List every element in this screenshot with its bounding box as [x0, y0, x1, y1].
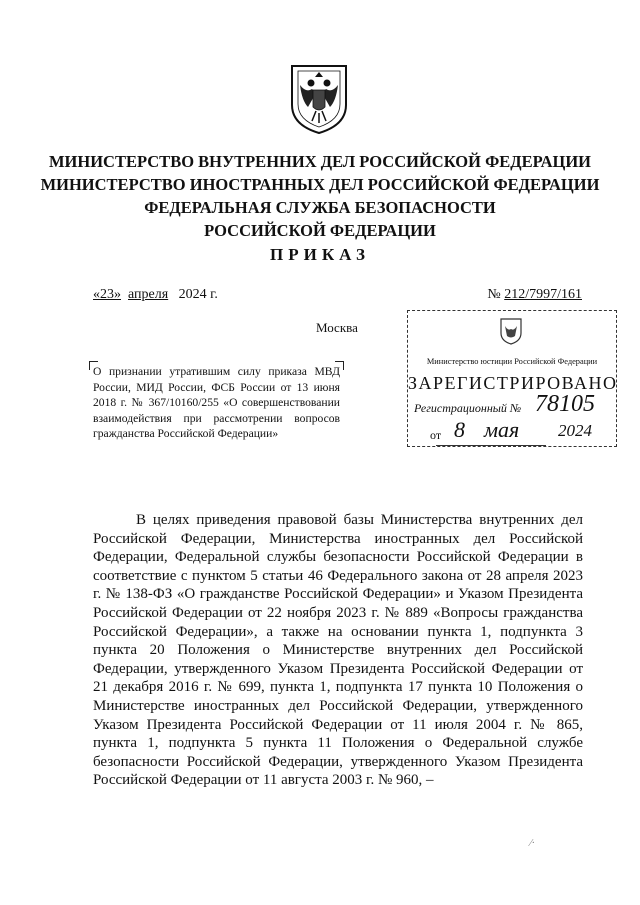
coat-of-arms-emblem-icon	[286, 63, 352, 135]
order-topic-text: О признании утратившим силу приказа МВД России, МИД России, ФСБ России от 13 июня 2018 г. № 367/10160/255 «О совершенствовании взаимодействия при рассмотрении вопросов гражданства Российской Федерации»	[93, 365, 340, 441]
registration-stamp	[407, 310, 617, 447]
stamp-date-day: 8	[454, 417, 465, 442]
order-date	[93, 287, 218, 303]
stamp-emblem-icon	[498, 317, 524, 345]
order-number-value: 212/7997/161	[504, 287, 582, 302]
order-number	[487, 287, 582, 303]
order-date-day: «23»	[93, 287, 121, 302]
stamp-date-label: от	[430, 428, 442, 442]
bracket-corner-left	[89, 361, 98, 370]
order-date-month: апреля	[128, 287, 169, 302]
order-topic	[93, 364, 340, 442]
order-city: Москва	[316, 320, 358, 335]
scan-mark-icon: ⁄·	[530, 838, 535, 849]
stamp-reg-number-label: Регистрационный №	[414, 401, 522, 415]
stamp-ministry-name: Министерство юстиции Российской Федерации	[426, 357, 598, 366]
order-number-prefix: №	[487, 287, 501, 302]
header-line: ФЕДЕРАЛЬНАЯ СЛУЖБА БЕЗОПАСНОСТИ	[144, 198, 496, 217]
header-line: РОССИЙСКОЙ ФЕДЕРАЦИИ	[204, 221, 436, 240]
issuing-authorities-header	[0, 150, 640, 242]
stamp-reg-number: 78105	[535, 391, 595, 417]
document-title: ПРИКАЗ	[270, 245, 370, 264]
header-line: МИНИСТЕРСТВО ИНОСТРАННЫХ ДЕЛ РОССИЙСКОЙ ФЕДЕРАЦИИ	[40, 175, 600, 194]
stamp-date-month: мая	[484, 417, 520, 442]
header-line: МИНИСТЕРСТВО ВНУТРЕННИХ ДЕЛ РОССИЙСКОЙ ФЕДЕРАЦИИ	[48, 152, 591, 171]
preamble-paragraph: В целях приведения правовой базы Министерства внутренних дел Российской Федерации, Министерства иностранных дел Российской Федерации, Федеральной службы безопасности Российской Федерации в соответствие с пунктом 5 статьи 46 Федерального закона от 28 апреля 2023 г. № 138-ФЗ «О гражданстве Российской Федерации» и Указом Президента Российской Федерации от 22 ноября 2023 г. № 889 «Вопросы гражданства Российской Федерации», а также на основании пункта 1, подпункта 3 пункта 20 Положения о Министерстве внутренних дел Российской Федерации, утвержденного Указом Президента Российской Федерации от 21 декабря 2016 г. № 699, пункта 1, подпункта 17 пункта 10 Положения о Министерстве иностранных дел Российской Федерации, утвержденного Указом Президента Российской Федерации от 11 июля 2004 г. № 865, пункта 1, подпункта 5 пункта 11 Положения о Федеральной службе безопасности Российской Федерации, утвержденного Указом Президента Российской Федерации от 11 августа 2003 г. № 960, –	[93, 512, 583, 789]
bracket-corner-right	[335, 361, 344, 370]
stamp-date-underline	[436, 445, 546, 446]
stamp-date-year: 2024	[558, 421, 592, 440]
stamp-status: ЗАРЕГИСТРИРОВАНО	[408, 373, 618, 393]
order-date-year: 2024 г.	[178, 287, 218, 302]
